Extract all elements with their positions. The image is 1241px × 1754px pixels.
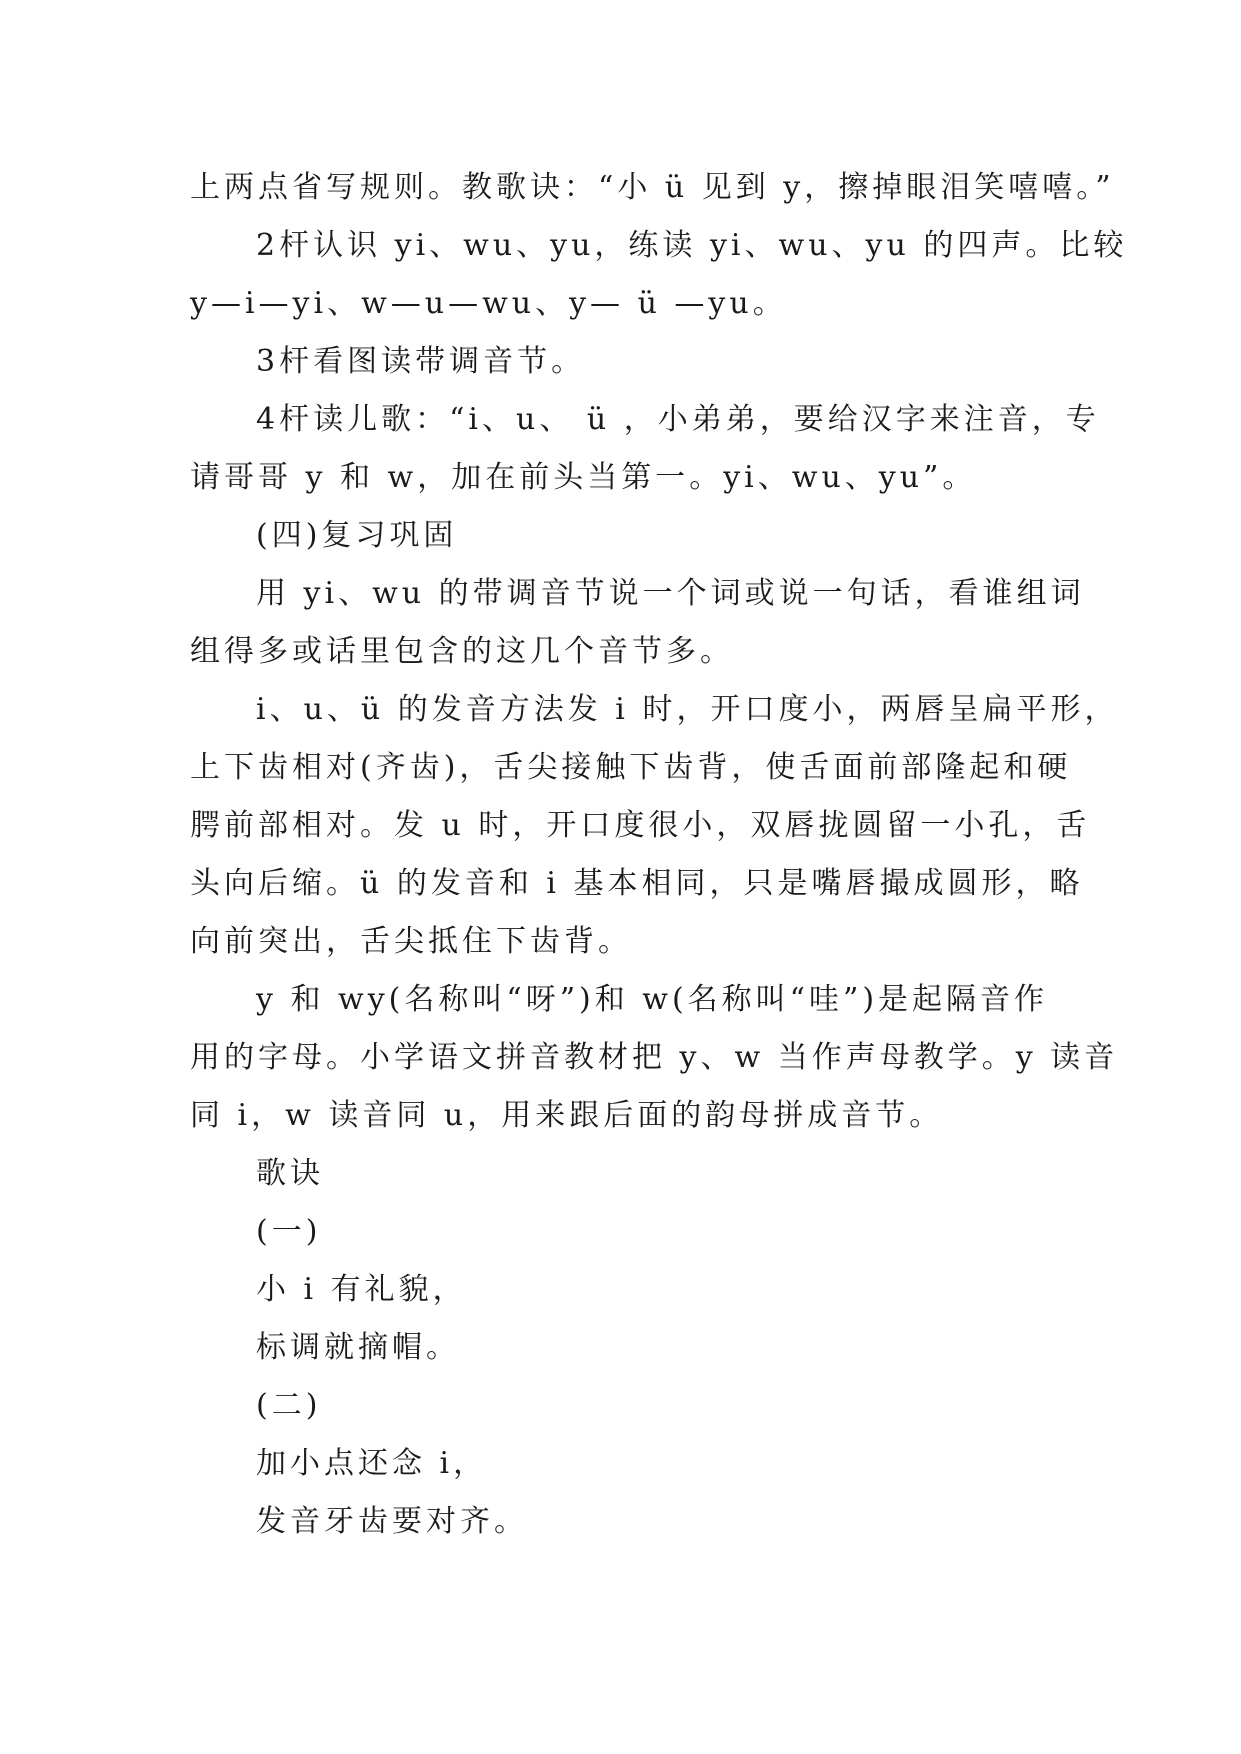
text-line: 上下齿相对(齐齿)，舌尖接触下齿背，使舌面前部隆起和硬 (190, 750, 1072, 785)
text-line: 腭前部相对。发 u 时，开口度很小，双唇拢圆留一小孔，舌 (190, 808, 1091, 843)
section-heading: 歌诀 (256, 1156, 324, 1191)
text-line: 3杆看图读带调音节。 (256, 344, 586, 379)
text-line: 请哥哥 y 和 w，加在前头当第一。yi、wu、yu”。 (190, 460, 977, 495)
text-line: 向前突出，舌尖抵住下齿背。 (190, 924, 632, 959)
text-line: y 和 wy(名称叫“呀”)和 w(名称叫“哇”)是起隔音作 (256, 982, 1049, 1017)
verse-heading: (一) (256, 1214, 322, 1249)
verse-line: 发音牙齿要对齐。 (256, 1504, 528, 1539)
text-line: 4杆读儿歌：“i、u、 ü ，小弟弟，要给汉字来注音，专 (256, 402, 1100, 437)
verse-line: 小 i 有礼貌， (256, 1272, 467, 1307)
verse-line: 加小点还念 i， (256, 1446, 488, 1481)
text-line: 上两点省写规则。教歌诀：“小 ü 见到 y，擦掉眼泪笑嘻嘻。” (190, 170, 1115, 205)
text-line: 头向后缩。ü 的发音和 i 基本相同，只是嘴唇撮成圆形，略 (190, 866, 1084, 901)
section-heading: (四)复习巩固 (256, 518, 458, 553)
text-line: 2杆认识 yi、wu、yu，练读 yi、wu、yu 的四声。比较 (256, 228, 1128, 263)
text-line: 同 i，w 读音同 u，用来跟后面的韵母拼成音节。 (190, 1098, 944, 1133)
text-line: i、u、ü 的发音方法发 i 时，开口度小，两唇呈扁平形， (256, 692, 1119, 727)
text-line: 用 yi、wu 的带调音节说一个词或说一句话，看谁组词 (256, 576, 1085, 611)
text-line: 组得多或话里包含的这几个音节多。 (190, 634, 734, 669)
text-line: y—i—yi、w—u—wu、y— ü —yu。 (190, 286, 787, 321)
verse-heading: (二) (256, 1388, 322, 1423)
verse-line: 标调就摘帽。 (256, 1330, 460, 1365)
text-line: 用的字母。小学语文拼音教材把 y、w 当作声母教学。y 读音 (190, 1040, 1119, 1075)
